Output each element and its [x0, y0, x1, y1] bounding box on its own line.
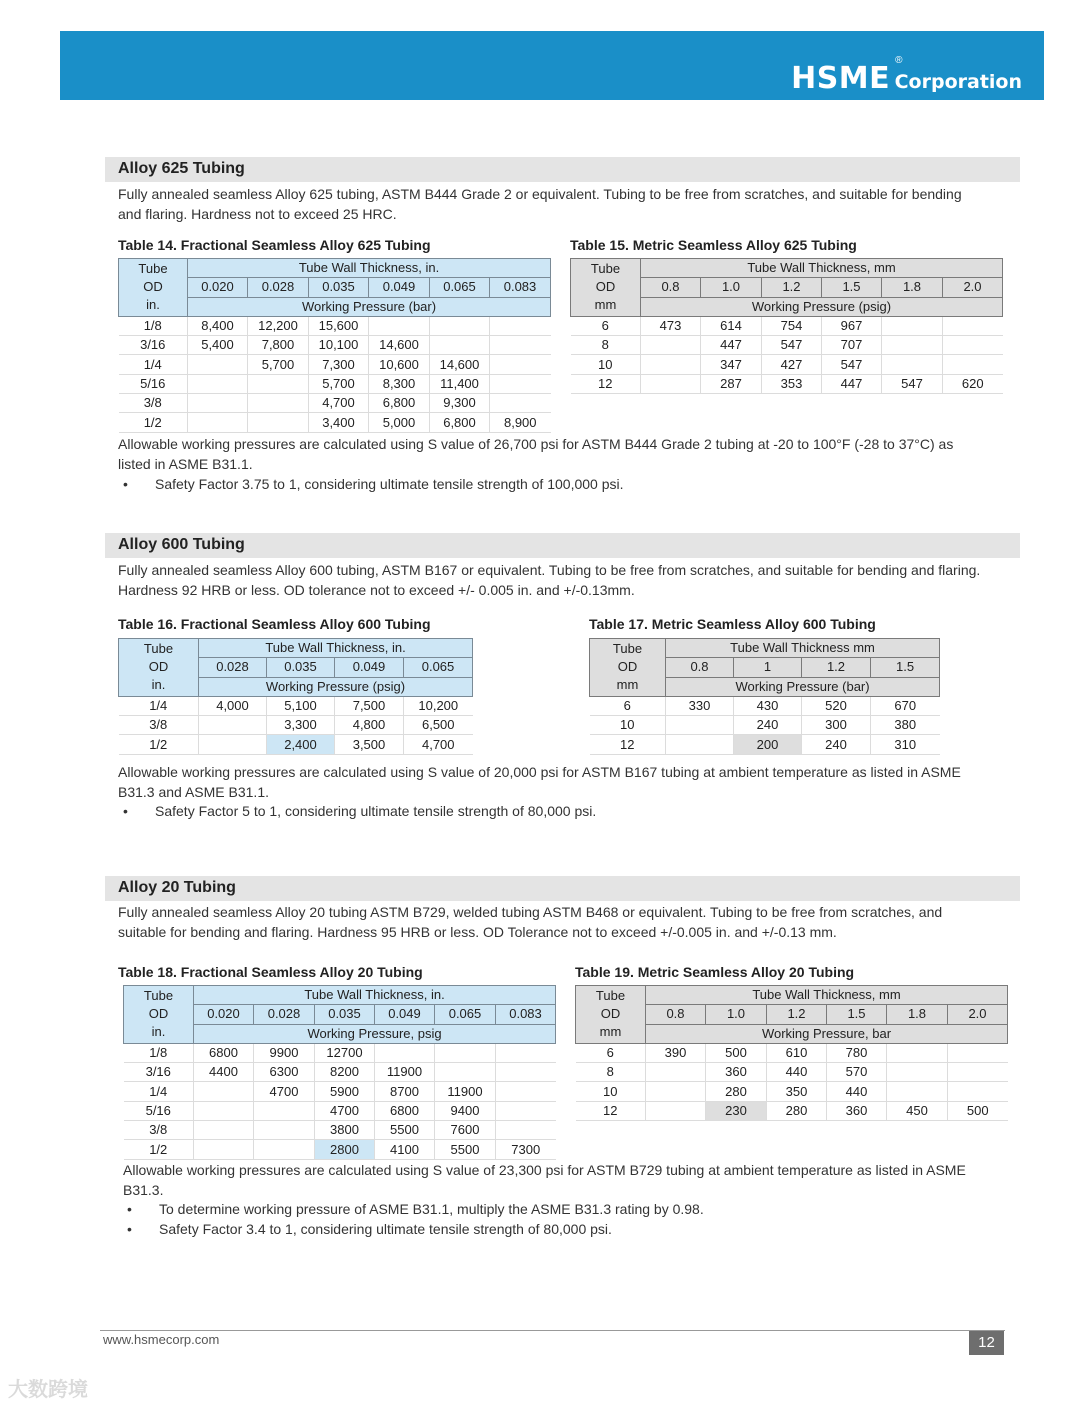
pressure-cell: 240 — [734, 716, 802, 735]
table-row — [590, 735, 940, 754]
allowable-pressure-note: Allowable working pressures are calculated using S value of 20,000 psi for ASTM B167 tubing at ambient temperature as listed in ASME B31.3 and ASME B31.1. — [118, 764, 961, 800]
table-body — [590, 696, 940, 754]
table-body — [576, 1043, 1008, 1120]
wall-thickness-header: Tube Wall Thickness mm — [666, 639, 940, 658]
pressure-cell: 5900 — [315, 1082, 375, 1101]
od-header: Tube OD mm — [571, 259, 641, 317]
pressure-cell: 310 — [871, 735, 940, 754]
pressure-cell: 2800 — [315, 1140, 375, 1159]
table-body — [124, 1043, 556, 1159]
company-logo — [791, 55, 1022, 96]
table-row — [124, 1121, 556, 1140]
tube-od-cell: 1/4 — [119, 355, 188, 374]
logo-registered-mark: ® — [895, 55, 903, 66]
pressure-cell: 10,600 — [369, 355, 430, 374]
pressure-cell: 6300 — [254, 1063, 315, 1082]
pressure-cell: 300 — [802, 716, 871, 735]
footer-divider — [100, 1330, 1005, 1331]
table-row — [576, 1043, 1008, 1062]
pressure-cell — [882, 316, 943, 335]
wall-col: 0.028 — [248, 278, 309, 297]
pressure-cell: 5,700 — [309, 374, 369, 393]
table-row — [119, 735, 473, 754]
table-caption: Table 14. Fractional Seamless Alloy 625 Tubing — [118, 237, 431, 253]
pressure-cell — [496, 1063, 556, 1082]
pressure-cell: 353 — [762, 374, 822, 393]
pressure-cell: 447 — [822, 374, 882, 393]
tube-od-cell: 6 — [571, 316, 641, 335]
pressure-cell: 6800 — [375, 1101, 435, 1120]
tube-od-cell: 8 — [571, 336, 641, 355]
pressure-cell — [248, 413, 309, 432]
wall-col: 1.2 — [762, 278, 822, 297]
pressure-cell — [254, 1101, 315, 1120]
pressure-cell: 8200 — [315, 1063, 375, 1082]
table-row — [119, 716, 473, 735]
pressure-cell: 360 — [706, 1063, 767, 1082]
wall-col: 2.0 — [943, 278, 1003, 297]
pressure-cell — [666, 735, 734, 754]
tube-od-cell: 8 — [576, 1063, 646, 1082]
wall-col: 1.0 — [706, 1005, 767, 1024]
pressure-cell: 440 — [767, 1063, 827, 1082]
table-17 — [589, 638, 940, 755]
od-header: Tube OD in. — [124, 986, 194, 1044]
tube-od-cell: 12 — [590, 735, 666, 754]
table-row — [119, 316, 551, 335]
section-title: Alloy 600 Tubing — [118, 536, 245, 553]
pressure-cell: 380 — [871, 716, 940, 735]
pressure-cell: 5,700 — [248, 355, 309, 374]
table-row — [119, 696, 473, 715]
table-row — [119, 413, 551, 432]
pressure-cell: 6800 — [194, 1043, 254, 1062]
pressure-cell: 4,700 — [309, 394, 369, 413]
wall-col: 0.020 — [188, 278, 248, 297]
pressure-cell — [188, 374, 248, 393]
wall-col: 0.035 — [267, 658, 335, 677]
table-row — [124, 1082, 556, 1101]
pressure-cell: 9,300 — [430, 394, 490, 413]
pressure-cell — [887, 1082, 948, 1101]
pressure-cell — [641, 355, 701, 374]
table-row — [576, 1063, 1008, 1082]
pressure-cell — [248, 374, 309, 393]
pressure-cell — [194, 1101, 254, 1120]
tube-od-cell: 12 — [576, 1101, 646, 1120]
pressure-cell — [943, 336, 1003, 355]
table-row — [576, 1082, 1008, 1101]
tube-od-cell: 10 — [571, 355, 641, 374]
table-row — [124, 1043, 556, 1062]
pressure-cell: 14,600 — [430, 355, 490, 374]
table-row — [571, 374, 1003, 393]
pressure-cell: 2,400 — [267, 735, 335, 754]
wall-col: 1.2 — [767, 1005, 827, 1024]
wall-col: 1.8 — [887, 1005, 948, 1024]
table-row — [590, 696, 940, 715]
table-caption: Table 18. Fractional Seamless Alloy 20 Tubing — [118, 964, 423, 980]
tube-od-cell: 1/4 — [124, 1082, 194, 1101]
pressure-cell: 280 — [706, 1082, 767, 1101]
pressure-cell: 707 — [822, 336, 882, 355]
pressure-cell: 287 — [701, 374, 762, 393]
pressure-cell — [948, 1043, 1008, 1062]
pressure-cell: 5,400 — [188, 336, 248, 355]
pressure-header: Working Pressure (bar) — [666, 677, 940, 696]
section-intro: Fully annealed seamless Alloy 600 tubing, ASTM B167 or equivalent. Tubing to be free from scratches, and suitable for bending and flaring. Hardness 92 HRB or less. OD tolerance not to exceed +/- 0.005 in. and +/-0.13mm. — [118, 562, 981, 598]
wall-col: 2.0 — [948, 1005, 1008, 1024]
pressure-cell: 3,300 — [267, 716, 335, 735]
pressure-cell: 390 — [646, 1043, 706, 1062]
pressure-cell: 9900 — [254, 1043, 315, 1062]
pressure-header: Working Pressure (bar) — [188, 297, 551, 316]
wall-thickness-header: Tube Wall Thickness, mm — [641, 259, 1003, 278]
table-19 — [575, 985, 1008, 1121]
pressure-cell — [496, 1101, 556, 1120]
wall-col: 0.028 — [254, 1005, 315, 1024]
tube-od-cell: 3/8 — [124, 1121, 194, 1140]
wall-col: 0.049 — [369, 278, 430, 297]
wall-col: 1.5 — [822, 278, 882, 297]
pressure-cell: 9400 — [435, 1101, 496, 1120]
section-intro: Fully annealed seamless Alloy 625 tubing, ASTM B444 Grade 2 or equivalent. Tubing to be free from scratches, and suitable for bending and flaring. Hardness not to exceed 25 HRC. — [118, 186, 962, 222]
table-caption: Table 17. Metric Seamless Alloy 600 Tubing — [589, 616, 876, 632]
wall-col: 0.035 — [315, 1005, 375, 1024]
allowable-pressure-note: Allowable working pressures are calculated using S value of 23,300 psi for ASTM B729 tubing at ambient temperature as listed in ASME B31.3. — [123, 1162, 966, 1198]
table-row — [119, 336, 551, 355]
pressure-cell: 430 — [734, 696, 802, 715]
wall-col: 1.2 — [802, 658, 871, 677]
pressure-cell: 8,400 — [188, 316, 248, 335]
pressure-cell: 7,300 — [309, 355, 369, 374]
table-row — [576, 1101, 1008, 1120]
table-row — [124, 1101, 556, 1120]
pressure-cell: 754 — [762, 316, 822, 335]
page-number: 12 — [969, 1331, 1004, 1355]
pressure-cell: 12700 — [315, 1043, 375, 1062]
pressure-cell — [943, 355, 1003, 374]
header-banner — [60, 31, 1044, 100]
table-row — [590, 716, 940, 735]
pressure-cell — [490, 374, 551, 393]
pressure-cell: 230 — [706, 1101, 767, 1120]
od-header: Tube OD mm — [590, 639, 666, 697]
wall-col: 0.049 — [375, 1005, 435, 1024]
section-header-alloy-20 — [105, 876, 1020, 901]
section-title: Alloy 625 Tubing — [118, 160, 245, 177]
table-row — [119, 374, 551, 393]
wall-col: 0.8 — [641, 278, 701, 297]
pressure-cell: 350 — [767, 1082, 827, 1101]
wall-col: 0.065 — [404, 658, 473, 677]
footer-url[interactable]: www.hsmecorp.com — [103, 1332, 220, 1347]
pressure-cell — [490, 355, 551, 374]
pressure-cell: 440 — [827, 1082, 887, 1101]
pressure-cell — [948, 1082, 1008, 1101]
pressure-cell: 240 — [802, 735, 871, 754]
tube-od-cell: 1/2 — [119, 413, 188, 432]
pressure-cell — [369, 316, 430, 335]
pressure-cell: 6,500 — [404, 716, 473, 735]
pressure-cell — [641, 336, 701, 355]
pressure-cell — [666, 716, 734, 735]
wall-col: 0.065 — [430, 278, 490, 297]
pressure-cell: 8700 — [375, 1082, 435, 1101]
wall-thickness-header: Tube Wall Thickness, mm — [646, 986, 1008, 1005]
tube-od-cell: 3/8 — [119, 716, 199, 735]
table-15 — [570, 258, 1003, 394]
pressure-cell: 447 — [701, 336, 762, 355]
pressure-cell: 4100 — [375, 1140, 435, 1159]
pressure-cell: 614 — [701, 316, 762, 335]
pressure-cell — [254, 1140, 315, 1159]
od-header: Tube OD in. — [119, 639, 199, 697]
pressure-cell: 10,200 — [404, 696, 473, 715]
pressure-cell: 4,800 — [335, 716, 404, 735]
pressure-header: Working Pressure (psig) — [199, 677, 473, 696]
table-caption: Table 19. Metric Seamless Alloy 20 Tubing — [575, 964, 855, 980]
tube-od-cell: 3/16 — [124, 1063, 194, 1082]
section-intro: Fully annealed seamless Alloy 20 tubing ASTM B729, welded tubing ASTM B468 or equivalent. Tubing to be free from scratches, and suitable for bending and flaring. Hardness 95 HRB or less. OD Tolerance not to exceed +/-0.005 in. and +/-0.13 mm. — [118, 904, 943, 940]
pressure-cell: 360 — [827, 1101, 887, 1120]
wall-col: 1 — [734, 658, 802, 677]
pressure-cell: 4,700 — [404, 735, 473, 754]
pressure-cell: 3,500 — [335, 735, 404, 754]
tube-od-cell: 5/16 — [124, 1101, 194, 1120]
wall-col: 1.0 — [701, 278, 762, 297]
pressure-cell: 547 — [822, 355, 882, 374]
pressure-cell — [430, 316, 490, 335]
pressure-cell — [646, 1101, 706, 1120]
table-row — [571, 336, 1003, 355]
tube-od-cell: 3/16 — [119, 336, 188, 355]
pressure-cell: 967 — [822, 316, 882, 335]
table-16 — [118, 638, 473, 755]
pressure-cell — [199, 716, 267, 735]
pressure-cell — [188, 413, 248, 432]
pressure-cell: 7600 — [435, 1121, 496, 1140]
pressure-cell — [496, 1121, 556, 1140]
pressure-cell: 8,900 — [490, 413, 551, 432]
pressure-cell: 620 — [943, 374, 1003, 393]
pressure-cell: 780 — [827, 1043, 887, 1062]
table-body — [119, 696, 473, 754]
pressure-cell: 11900 — [435, 1082, 496, 1101]
pressure-cell: 547 — [882, 374, 943, 393]
logo-brand: HSME — [791, 61, 891, 96]
table-caption: Table 16. Fractional Seamless Alloy 600 Tubing — [118, 616, 431, 632]
table-row — [119, 355, 551, 374]
pressure-cell: 610 — [767, 1043, 827, 1062]
wall-col: 1.5 — [827, 1005, 887, 1024]
pressure-header: Working Pressure, bar — [646, 1024, 1008, 1043]
pressure-cell — [641, 374, 701, 393]
table-18 — [123, 985, 556, 1160]
pressure-cell — [490, 394, 551, 413]
pressure-cell — [194, 1140, 254, 1159]
pressure-cell — [646, 1063, 706, 1082]
pressure-cell: 500 — [706, 1043, 767, 1062]
pressure-cell: 7300 — [496, 1140, 556, 1159]
tube-od-cell: 1/2 — [119, 735, 199, 754]
pressure-cell: 12,200 — [248, 316, 309, 335]
pressure-cell — [435, 1043, 496, 1062]
pressure-cell: 500 — [948, 1101, 1008, 1120]
pressure-cell — [496, 1082, 556, 1101]
pressure-cell: 570 — [827, 1063, 887, 1082]
pressure-cell — [490, 336, 551, 355]
pressure-cell — [188, 394, 248, 413]
wall-col: 0.8 — [646, 1005, 706, 1024]
tube-od-cell: 1/2 — [124, 1140, 194, 1159]
pressure-cell — [882, 355, 943, 374]
pressure-cell: 6,800 — [369, 394, 430, 413]
pressure-cell: 3800 — [315, 1121, 375, 1140]
pressure-cell: 5500 — [435, 1140, 496, 1159]
wall-col: 1.8 — [882, 278, 943, 297]
wall-col: 0.035 — [309, 278, 369, 297]
pressure-cell: 280 — [767, 1101, 827, 1120]
pressure-cell: 14,600 — [369, 336, 430, 355]
od-header: Tube OD in. — [119, 259, 188, 317]
pressure-cell — [435, 1063, 496, 1082]
pressure-cell — [496, 1043, 556, 1062]
section-header-alloy-600 — [105, 533, 1020, 558]
table-body — [119, 316, 551, 432]
pressure-cell: 10,100 — [309, 336, 369, 355]
pressure-cell: 4,000 — [199, 696, 267, 715]
pressure-cell — [194, 1082, 254, 1101]
pressure-cell: 8,300 — [369, 374, 430, 393]
pressure-cell — [948, 1063, 1008, 1082]
pressure-cell — [254, 1121, 315, 1140]
table-row — [571, 355, 1003, 374]
pressure-cell — [248, 394, 309, 413]
pressure-cell: 5,100 — [267, 696, 335, 715]
allowable-pressure-note: Allowable working pressures are calculated using S value of 26,700 psi for ASTM B444 Grade 2 tubing at -20 to 100°F (-28 to 37°C) as listed in ASME B31.1. — [118, 436, 954, 472]
tube-od-cell: 10 — [590, 716, 666, 735]
pressure-cell: 450 — [887, 1101, 948, 1120]
pressure-cell: 427 — [762, 355, 822, 374]
table-14 — [118, 258, 551, 433]
wall-col: 0.8 — [666, 658, 734, 677]
table-row — [571, 316, 1003, 335]
tube-od-cell: 3/8 — [119, 394, 188, 413]
pressure-cell: 520 — [802, 696, 871, 715]
pressure-cell — [887, 1043, 948, 1062]
table-row — [124, 1063, 556, 1082]
pressure-cell: 4700 — [315, 1101, 375, 1120]
pressure-cell: 670 — [871, 696, 940, 715]
tube-od-cell: 5/16 — [119, 374, 188, 393]
tube-od-cell: 6 — [576, 1043, 646, 1062]
wall-thickness-header: Tube Wall Thickness, in. — [188, 259, 551, 278]
wall-col: 0.028 — [199, 658, 267, 677]
pressure-cell: 4400 — [194, 1063, 254, 1082]
pressure-cell: 547 — [762, 336, 822, 355]
pressure-cell — [943, 316, 1003, 335]
table-caption: Table 15. Metric Seamless Alloy 625 Tubing — [570, 237, 857, 253]
pressure-cell — [375, 1043, 435, 1062]
tube-od-cell: 1/8 — [124, 1043, 194, 1062]
pressure-cell: 330 — [666, 696, 734, 715]
pressure-cell: 6,800 — [430, 413, 490, 432]
pressure-header: Working Pressure, psig — [194, 1024, 556, 1043]
pressure-cell: 7,500 — [335, 696, 404, 715]
table-row — [124, 1140, 556, 1159]
pressure-cell: 5500 — [375, 1121, 435, 1140]
tube-od-cell: 1/8 — [119, 316, 188, 335]
pressure-cell: 4700 — [254, 1082, 315, 1101]
pressure-cell — [646, 1082, 706, 1101]
od-header: Tube OD mm — [576, 986, 646, 1044]
pressure-cell: 15,600 — [309, 316, 369, 335]
wall-col: 0.020 — [194, 1005, 254, 1024]
wall-thickness-header: Tube Wall Thickness, in. — [199, 639, 473, 658]
pressure-cell — [430, 336, 490, 355]
table-row — [119, 394, 551, 413]
logo-corporation: Corporation — [894, 71, 1022, 93]
section-title: Alloy 20 Tubing — [118, 879, 236, 896]
wall-thickness-header: Tube Wall Thickness, in. — [194, 986, 556, 1005]
tube-od-cell: 12 — [571, 374, 641, 393]
wall-col: 0.083 — [490, 278, 551, 297]
wall-col: 0.083 — [496, 1005, 556, 1024]
tube-od-cell: 1/4 — [119, 696, 199, 715]
pressure-cell — [882, 336, 943, 355]
section-header-alloy-625 — [105, 157, 1020, 182]
pressure-cell — [490, 316, 551, 335]
pressure-cell: 473 — [641, 316, 701, 335]
pressure-cell — [188, 355, 248, 374]
pressure-cell: 3,400 — [309, 413, 369, 432]
pressure-cell — [887, 1063, 948, 1082]
table-body — [571, 316, 1003, 393]
pressure-header: Working Pressure (psig) — [641, 297, 1003, 316]
pressure-cell: 7,800 — [248, 336, 309, 355]
pressure-cell: 11900 — [375, 1063, 435, 1082]
wall-col: 0.049 — [335, 658, 404, 677]
tube-od-cell: 10 — [576, 1082, 646, 1101]
pressure-cell — [194, 1121, 254, 1140]
watermark: 大数跨境 — [8, 1379, 88, 1401]
pressure-cell: 200 — [734, 735, 802, 754]
pressure-cell: 11,400 — [430, 374, 490, 393]
pressure-cell: 347 — [701, 355, 762, 374]
wall-col: 0.065 — [435, 1005, 496, 1024]
pressure-cell — [199, 735, 267, 754]
wall-col: 1.5 — [871, 658, 940, 677]
pressure-cell: 5,000 — [369, 413, 430, 432]
tube-od-cell: 6 — [590, 696, 666, 715]
